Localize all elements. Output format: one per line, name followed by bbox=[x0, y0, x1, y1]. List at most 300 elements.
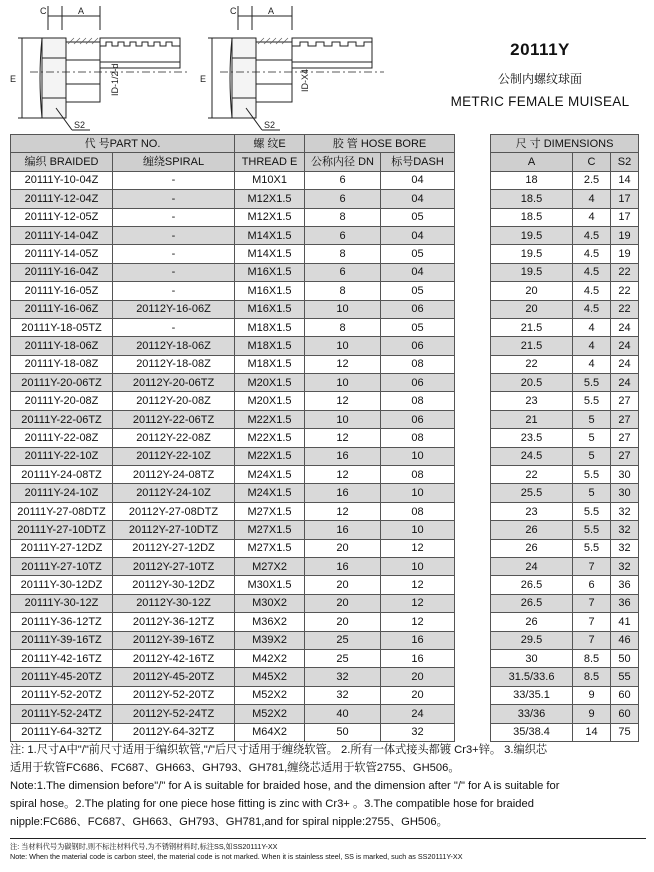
table-row bbox=[11, 521, 639, 539]
cell-gap bbox=[455, 171, 491, 189]
cell-s2: 24 bbox=[611, 374, 639, 392]
cell-gap bbox=[455, 668, 491, 686]
cell-thread: M30X2 bbox=[235, 594, 305, 612]
cell-a: 25.5 bbox=[491, 484, 573, 502]
cell-c: 5.5 bbox=[573, 521, 611, 539]
cell-thread: M16X1.5 bbox=[235, 263, 305, 281]
header-hose-bore: 胶 管 HOSE BORE bbox=[305, 135, 455, 153]
cell-gap bbox=[455, 355, 491, 373]
cell-braided: 20111Y-27-12DZ bbox=[11, 539, 113, 557]
table-row bbox=[11, 374, 639, 392]
cell-spiral: 20112Y-20-08Z bbox=[113, 392, 235, 410]
fitting-drawings bbox=[0, 0, 440, 135]
table-row bbox=[11, 300, 639, 318]
cell-gap bbox=[455, 539, 491, 557]
cell-braided: 20111Y-30-12Z bbox=[11, 594, 113, 612]
cell-dash: 10 bbox=[381, 484, 455, 502]
cell-c: 5.5 bbox=[573, 502, 611, 520]
cell-s2: 19 bbox=[611, 245, 639, 263]
cell-gap bbox=[455, 337, 491, 355]
cell-thread: M20X1.5 bbox=[235, 392, 305, 410]
cell-a: 20 bbox=[491, 300, 573, 318]
cell-dn: 6 bbox=[305, 171, 381, 189]
footnote-en: Note: When the material code is carbon steel, the material code is not marked. When it is stainless steel, SS is marked, such as SS20111Y-XX bbox=[10, 852, 463, 861]
cell-braided: 20111Y-18-05TZ bbox=[11, 318, 113, 336]
cell-thread: M10X1 bbox=[235, 171, 305, 189]
table-row bbox=[11, 208, 639, 226]
dim-a-left: A bbox=[78, 6, 85, 16]
table-row bbox=[11, 686, 639, 704]
cell-thread: M36X2 bbox=[235, 613, 305, 631]
cell-c: 5 bbox=[573, 447, 611, 465]
cell-s2: 22 bbox=[611, 300, 639, 318]
cell-thread: M30X1.5 bbox=[235, 576, 305, 594]
header-spiral: 缠绕SPIRAL bbox=[113, 153, 235, 171]
cell-thread: M45X2 bbox=[235, 668, 305, 686]
cell-braided: 20111Y-12-04Z bbox=[11, 190, 113, 208]
cell-dash: 05 bbox=[381, 208, 455, 226]
cell-dn: 10 bbox=[305, 337, 381, 355]
table-row bbox=[11, 484, 639, 502]
cell-gap bbox=[455, 557, 491, 575]
table-row bbox=[11, 539, 639, 557]
cell-a: 23.5 bbox=[491, 429, 573, 447]
cell-dash: 04 bbox=[381, 263, 455, 281]
cell-s2: 22 bbox=[611, 263, 639, 281]
cell-dn: 20 bbox=[305, 613, 381, 631]
cell-dn: 20 bbox=[305, 539, 381, 557]
table-row bbox=[11, 245, 639, 263]
cell-s2: 32 bbox=[611, 557, 639, 575]
cell-dn: 40 bbox=[305, 705, 381, 723]
cell-dash: 05 bbox=[381, 282, 455, 300]
cell-spiral: 20112Y-30-12DZ bbox=[113, 576, 235, 594]
cell-c: 5 bbox=[573, 410, 611, 428]
product-title-block bbox=[440, 40, 640, 109]
dim-c-left: C bbox=[40, 6, 47, 16]
cell-spiral: - bbox=[113, 263, 235, 281]
dim-a-right: A bbox=[268, 6, 275, 16]
cell-dn: 20 bbox=[305, 594, 381, 612]
cell-s2: 24 bbox=[611, 318, 639, 336]
cell-spiral: 20112Y-22-06TZ bbox=[113, 410, 235, 428]
note-en-line-1: Note:1.The dimension before"/" for A is suitable for braided hose, and the dimension after "/" for A is suitable for bbox=[10, 780, 560, 792]
cell-c: 4 bbox=[573, 190, 611, 208]
cell-a: 30 bbox=[491, 649, 573, 667]
cell-spiral: - bbox=[113, 190, 235, 208]
cell-a: 18 bbox=[491, 171, 573, 189]
cell-a: 26.5 bbox=[491, 594, 573, 612]
cell-s2: 24 bbox=[611, 355, 639, 373]
cell-spiral: 20112Y-27-10DTZ bbox=[113, 521, 235, 539]
cell-gap bbox=[455, 318, 491, 336]
cell-a: 26 bbox=[491, 539, 573, 557]
cell-thread: M27X1.5 bbox=[235, 502, 305, 520]
cell-thread: M42X2 bbox=[235, 649, 305, 667]
cell-dn: 25 bbox=[305, 649, 381, 667]
table-row bbox=[11, 447, 639, 465]
cell-dn: 10 bbox=[305, 374, 381, 392]
cell-thread: M22X1.5 bbox=[235, 410, 305, 428]
cell-a: 26 bbox=[491, 613, 573, 631]
cell-dn: 16 bbox=[305, 521, 381, 539]
cell-s2: 32 bbox=[611, 539, 639, 557]
cell-thread: M18X1.5 bbox=[235, 355, 305, 373]
cell-s2: 32 bbox=[611, 502, 639, 520]
cell-gap bbox=[455, 723, 491, 741]
cell-spiral: 20112Y-45-20TZ bbox=[113, 668, 235, 686]
cell-spiral: 20112Y-27-12DZ bbox=[113, 539, 235, 557]
cell-dash: 20 bbox=[381, 686, 455, 704]
cell-c: 5.5 bbox=[573, 539, 611, 557]
cell-dash: 08 bbox=[381, 466, 455, 484]
dim-c-right: C bbox=[230, 6, 237, 16]
right-fitting-drawing bbox=[208, 6, 384, 130]
cell-c: 2.5 bbox=[573, 171, 611, 189]
table-row bbox=[11, 705, 639, 723]
cell-gap bbox=[455, 374, 491, 392]
cell-dash: 05 bbox=[381, 245, 455, 263]
footnote-block bbox=[10, 838, 646, 862]
cell-gap bbox=[455, 245, 491, 263]
cell-spiral: 20112Y-27-08DTZ bbox=[113, 502, 235, 520]
cell-spiral: 20112Y-39-16TZ bbox=[113, 631, 235, 649]
note-cn-line-2: 适用于软管FC686、FC687、GH663、GH793、GH781,缠绕芯适用于软管2755、GH506。 bbox=[10, 762, 460, 774]
cell-dash: 08 bbox=[381, 392, 455, 410]
cell-braided: 20111Y-20-06TZ bbox=[11, 374, 113, 392]
cell-thread: M20X1.5 bbox=[235, 374, 305, 392]
spec-table-body bbox=[11, 171, 639, 741]
dim-e-left: E bbox=[10, 74, 17, 84]
cell-thread: M64X2 bbox=[235, 723, 305, 741]
cell-thread: M12X1.5 bbox=[235, 208, 305, 226]
cell-a: 23 bbox=[491, 502, 573, 520]
cell-s2: 27 bbox=[611, 429, 639, 447]
cell-gap bbox=[455, 282, 491, 300]
cell-dash: 20 bbox=[381, 668, 455, 686]
cell-dn: 8 bbox=[305, 208, 381, 226]
cell-a: 33/35.1 bbox=[491, 686, 573, 704]
dim-bore-right: ID-X4 bbox=[300, 68, 310, 92]
cell-braided: 20111Y-27-10TZ bbox=[11, 557, 113, 575]
cell-dash: 06 bbox=[381, 337, 455, 355]
cell-c: 4.5 bbox=[573, 226, 611, 244]
cell-braided: 20111Y-64-32TZ bbox=[11, 723, 113, 741]
header-thread: 螺 纹E bbox=[235, 135, 305, 153]
cell-thread: M27X2 bbox=[235, 557, 305, 575]
header-s2: S2 bbox=[611, 153, 639, 171]
cell-thread: M22X1.5 bbox=[235, 447, 305, 465]
cell-dn: 12 bbox=[305, 429, 381, 447]
cell-spiral: 20112Y-52-24TZ bbox=[113, 705, 235, 723]
cell-spiral: - bbox=[113, 171, 235, 189]
cell-dash: 08 bbox=[381, 355, 455, 373]
table-row bbox=[11, 613, 639, 631]
cell-s2: 19 bbox=[611, 226, 639, 244]
cell-braided: 20111Y-16-06Z bbox=[11, 300, 113, 318]
cell-spiral: 20112Y-22-08Z bbox=[113, 429, 235, 447]
cell-dash: 04 bbox=[381, 190, 455, 208]
table-row bbox=[11, 466, 639, 484]
cell-dn: 20 bbox=[305, 576, 381, 594]
cell-dash: 12 bbox=[381, 613, 455, 631]
cell-dn: 12 bbox=[305, 502, 381, 520]
cell-spiral: 20112Y-18-08Z bbox=[113, 355, 235, 373]
cell-dn: 12 bbox=[305, 466, 381, 484]
cell-spiral: 20112Y-30-12Z bbox=[113, 594, 235, 612]
table-row bbox=[11, 355, 639, 373]
dim-s2-right: S2 bbox=[264, 120, 276, 130]
cell-dn: 8 bbox=[305, 245, 381, 263]
cell-braided: 20111Y-36-12TZ bbox=[11, 613, 113, 631]
table-row bbox=[11, 282, 639, 300]
cell-braided: 20111Y-12-05Z bbox=[11, 208, 113, 226]
cell-a: 24.5 bbox=[491, 447, 573, 465]
table-row bbox=[11, 668, 639, 686]
cell-s2: 14 bbox=[611, 171, 639, 189]
cell-dash: 10 bbox=[381, 521, 455, 539]
cell-dash: 12 bbox=[381, 594, 455, 612]
cell-dash: 08 bbox=[381, 502, 455, 520]
cell-a: 26 bbox=[491, 521, 573, 539]
cell-thread: M14X1.5 bbox=[235, 245, 305, 263]
cell-c: 4.5 bbox=[573, 245, 611, 263]
cell-braided: 20111Y-22-06TZ bbox=[11, 410, 113, 428]
table-row bbox=[11, 318, 639, 336]
cell-gap bbox=[455, 410, 491, 428]
cell-thread: M16X1.5 bbox=[235, 282, 305, 300]
cell-spiral: 20112Y-20-06TZ bbox=[113, 374, 235, 392]
table-row bbox=[11, 557, 639, 575]
cell-braided: 20111Y-16-05Z bbox=[11, 282, 113, 300]
cell-s2: 30 bbox=[611, 484, 639, 502]
cell-dash: 12 bbox=[381, 539, 455, 557]
cell-dn: 32 bbox=[305, 686, 381, 704]
cell-gap bbox=[455, 484, 491, 502]
cell-a: 19.5 bbox=[491, 226, 573, 244]
cell-gap bbox=[455, 613, 491, 631]
cell-s2: 41 bbox=[611, 613, 639, 631]
cell-s2: 50 bbox=[611, 649, 639, 667]
cell-gap bbox=[455, 429, 491, 447]
cell-c: 4 bbox=[573, 355, 611, 373]
cell-gap bbox=[455, 208, 491, 226]
cell-thread: M52X2 bbox=[235, 686, 305, 704]
note-en-line-3: nipple:FC686、FC687、GH663、GH793、GH781,and for spiral nipple:2755、GH506。 bbox=[10, 816, 448, 828]
product-code: 20111Y bbox=[510, 40, 570, 59]
cell-thread: M27X1.5 bbox=[235, 521, 305, 539]
cell-c: 5.5 bbox=[573, 392, 611, 410]
spec-table bbox=[10, 134, 639, 742]
cell-a: 22 bbox=[491, 466, 573, 484]
cell-braided: 20111Y-45-20TZ bbox=[11, 668, 113, 686]
cell-c: 8.5 bbox=[573, 649, 611, 667]
cell-dash: 08 bbox=[381, 429, 455, 447]
cell-braided: 20111Y-30-12DZ bbox=[11, 576, 113, 594]
cell-c: 7 bbox=[573, 631, 611, 649]
cell-braided: 20111Y-27-10DTZ bbox=[11, 521, 113, 539]
cell-c: 8.5 bbox=[573, 668, 611, 686]
cell-a: 22 bbox=[491, 355, 573, 373]
cell-s2: 60 bbox=[611, 705, 639, 723]
cell-s2: 60 bbox=[611, 686, 639, 704]
cell-dash: 05 bbox=[381, 318, 455, 336]
cell-c: 7 bbox=[573, 594, 611, 612]
cell-braided: 20111Y-22-10Z bbox=[11, 447, 113, 465]
cell-s2: 17 bbox=[611, 190, 639, 208]
cell-s2: 17 bbox=[611, 208, 639, 226]
cell-s2: 36 bbox=[611, 576, 639, 594]
cell-c: 5.5 bbox=[573, 466, 611, 484]
product-title-cn: 公制内螺纹球面 bbox=[497, 72, 582, 86]
cell-c: 4.5 bbox=[573, 300, 611, 318]
cell-dash: 06 bbox=[381, 300, 455, 318]
cell-c: 9 bbox=[573, 705, 611, 723]
cell-braided: 20111Y-52-24TZ bbox=[11, 705, 113, 723]
cell-thread: M18X1.5 bbox=[235, 318, 305, 336]
cell-dn: 6 bbox=[305, 226, 381, 244]
notes-block bbox=[10, 741, 638, 831]
cell-braided: 20111Y-24-08TZ bbox=[11, 466, 113, 484]
table-row bbox=[11, 631, 639, 649]
cell-spiral: 20112Y-16-06Z bbox=[113, 300, 235, 318]
cell-a: 18.5 bbox=[491, 190, 573, 208]
cell-a: 33/36 bbox=[491, 705, 573, 723]
cell-gap bbox=[455, 686, 491, 704]
cell-dn: 10 bbox=[305, 300, 381, 318]
cell-a: 24 bbox=[491, 557, 573, 575]
cell-spiral: 20112Y-24-08TZ bbox=[113, 466, 235, 484]
cell-thread: M39X2 bbox=[235, 631, 305, 649]
cell-dn: 32 bbox=[305, 668, 381, 686]
cell-s2: 27 bbox=[611, 392, 639, 410]
dim-bore-left: ID-1/2-d bbox=[110, 63, 120, 96]
cell-a: 18.5 bbox=[491, 208, 573, 226]
table-row bbox=[11, 723, 639, 741]
cell-gap bbox=[455, 263, 491, 281]
cell-dn: 12 bbox=[305, 355, 381, 373]
table-row bbox=[11, 392, 639, 410]
cell-s2: 32 bbox=[611, 521, 639, 539]
cell-thread: M24X1.5 bbox=[235, 466, 305, 484]
cell-braided: 20111Y-22-08Z bbox=[11, 429, 113, 447]
cell-s2: 46 bbox=[611, 631, 639, 649]
cell-thread: M27X1.5 bbox=[235, 539, 305, 557]
cell-spiral: 20112Y-64-32TZ bbox=[113, 723, 235, 741]
cell-spiral: - bbox=[113, 208, 235, 226]
cell-thread: M16X1.5 bbox=[235, 300, 305, 318]
table-row bbox=[11, 190, 639, 208]
cell-spiral: - bbox=[113, 318, 235, 336]
cell-s2: 24 bbox=[611, 337, 639, 355]
cell-c: 14 bbox=[573, 723, 611, 741]
cell-dn: 25 bbox=[305, 631, 381, 649]
cell-thread: M24X1.5 bbox=[235, 484, 305, 502]
table-row bbox=[11, 226, 639, 244]
cell-dash: 06 bbox=[381, 410, 455, 428]
cell-dn: 8 bbox=[305, 282, 381, 300]
table-row bbox=[11, 410, 639, 428]
cell-c: 4 bbox=[573, 337, 611, 355]
header-part-no: 代 号PART NO. bbox=[11, 135, 235, 153]
cell-thread: M12X1.5 bbox=[235, 190, 305, 208]
cell-spiral: 20112Y-24-10Z bbox=[113, 484, 235, 502]
cell-dash: 16 bbox=[381, 649, 455, 667]
cell-dn: 10 bbox=[305, 410, 381, 428]
cell-spiral: 20112Y-22-10Z bbox=[113, 447, 235, 465]
cell-dash: 10 bbox=[381, 557, 455, 575]
product-title-en: METRIC FEMALE MUISEAL bbox=[450, 94, 630, 109]
cell-gap bbox=[455, 190, 491, 208]
cell-dn: 6 bbox=[305, 263, 381, 281]
dim-e-right: E bbox=[200, 74, 207, 84]
cell-dash: 10 bbox=[381, 447, 455, 465]
cell-thread: M22X1.5 bbox=[235, 429, 305, 447]
cell-dn: 16 bbox=[305, 557, 381, 575]
cell-thread: M52X2 bbox=[235, 705, 305, 723]
cell-braided: 20111Y-18-08Z bbox=[11, 355, 113, 373]
cell-braided: 20111Y-14-04Z bbox=[11, 226, 113, 244]
cell-braided: 20111Y-20-08Z bbox=[11, 392, 113, 410]
cell-a: 21 bbox=[491, 410, 573, 428]
cell-gap bbox=[455, 521, 491, 539]
table-row bbox=[11, 337, 639, 355]
cell-gap bbox=[455, 631, 491, 649]
cell-c: 9 bbox=[573, 686, 611, 704]
cell-dn: 16 bbox=[305, 447, 381, 465]
table-row bbox=[11, 649, 639, 667]
cell-gap bbox=[455, 447, 491, 465]
cell-thread: M18X1.5 bbox=[235, 337, 305, 355]
cell-c: 7 bbox=[573, 613, 611, 631]
header-dn: 公称内径 DN bbox=[305, 153, 381, 171]
cell-s2: 36 bbox=[611, 594, 639, 612]
cell-spiral: 20112Y-36-12TZ bbox=[113, 613, 235, 631]
cell-braided: 20111Y-39-16TZ bbox=[11, 631, 113, 649]
table-row bbox=[11, 576, 639, 594]
cell-spiral: - bbox=[113, 245, 235, 263]
cell-a: 29.5 bbox=[491, 631, 573, 649]
cell-a: 20.5 bbox=[491, 374, 573, 392]
cell-spiral: 20112Y-27-10TZ bbox=[113, 557, 235, 575]
cell-braided: 20111Y-27-08DTZ bbox=[11, 502, 113, 520]
cell-braided: 20111Y-16-04Z bbox=[11, 263, 113, 281]
header-dimensions: 尺 寸 DIMENSIONS bbox=[491, 135, 639, 153]
cell-dn: 16 bbox=[305, 484, 381, 502]
cell-braided: 20111Y-24-10Z bbox=[11, 484, 113, 502]
cell-dn: 50 bbox=[305, 723, 381, 741]
cell-gap bbox=[455, 300, 491, 318]
cell-thread: M14X1.5 bbox=[235, 226, 305, 244]
cell-c: 5.5 bbox=[573, 374, 611, 392]
cell-dash: 16 bbox=[381, 631, 455, 649]
cell-a: 19.5 bbox=[491, 263, 573, 281]
table-row bbox=[11, 429, 639, 447]
cell-dash: 12 bbox=[381, 576, 455, 594]
cell-a: 21.5 bbox=[491, 337, 573, 355]
cell-gap bbox=[455, 649, 491, 667]
cell-s2: 30 bbox=[611, 466, 639, 484]
cell-a: 35/38.4 bbox=[491, 723, 573, 741]
header-c: C bbox=[573, 153, 611, 171]
cell-gap bbox=[455, 594, 491, 612]
cell-a: 26.5 bbox=[491, 576, 573, 594]
cell-s2: 55 bbox=[611, 668, 639, 686]
cell-c: 7 bbox=[573, 557, 611, 575]
cell-dn: 8 bbox=[305, 318, 381, 336]
cell-s2: 27 bbox=[611, 447, 639, 465]
table-row bbox=[11, 263, 639, 281]
